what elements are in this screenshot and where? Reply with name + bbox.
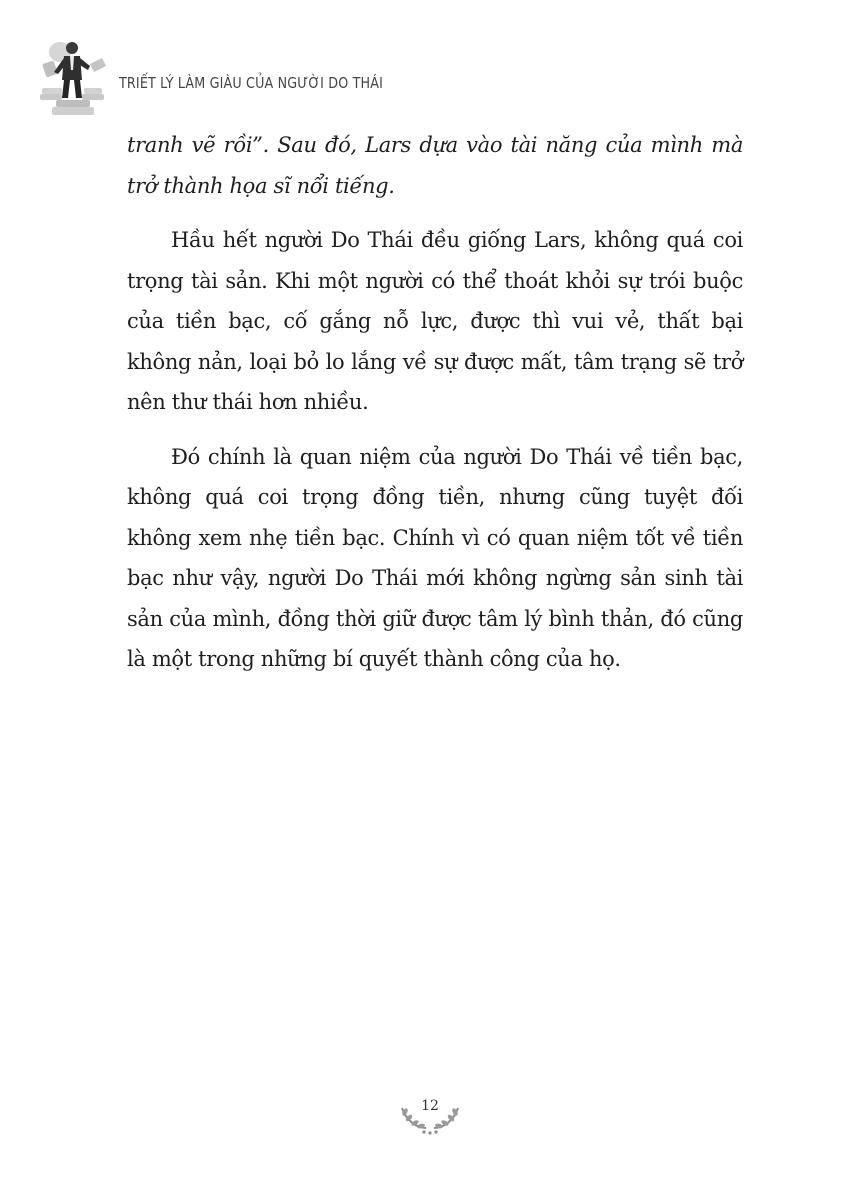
paragraph: Hầu hết người Do Thái đều giống Lars, không quá coi trọng tài sản. Khi một người có thể thoát khỏi sự trói buộc của tiền bạc, cố gắng nỗ lực, được thì vui vẻ, thất bại không nản, loại bỏ lo lắng về sự được mất, tâm trạng sẽ trở nên thư thái hơn nhiều. (127, 228, 743, 414)
page-number: 12 (421, 1098, 439, 1114)
running-header: TRIẾT LÝ LÀM GIÀU CỦA NGƯỜI DO THÁI (119, 74, 383, 92)
businessman-on-coins-icon (34, 36, 110, 118)
paragraph-continued: tranh vẽ rồi”. Sau đó, Lars dựa vào tài năng của mình mà trở thành họa sĩ nổi tiếng. (127, 133, 743, 198)
body-text (127, 125, 743, 694)
paragraph: Đó chính là quan niệm của người Do Thái về tiền bạc, không quá coi trọng đồng tiền, nhưng cũng tuyệt đối không xem nhẹ tiền bạc. Chính vì có quan niệm tốt về tiền bạc như vậy, người Do Thái mới không ngừng sản sinh tài sản của mình, đồng thời giữ được tâm lý bình thản, đó cũng là một trong những bí quyết thành công của họ. (127, 444, 743, 671)
page-folio (396, 1094, 464, 1138)
